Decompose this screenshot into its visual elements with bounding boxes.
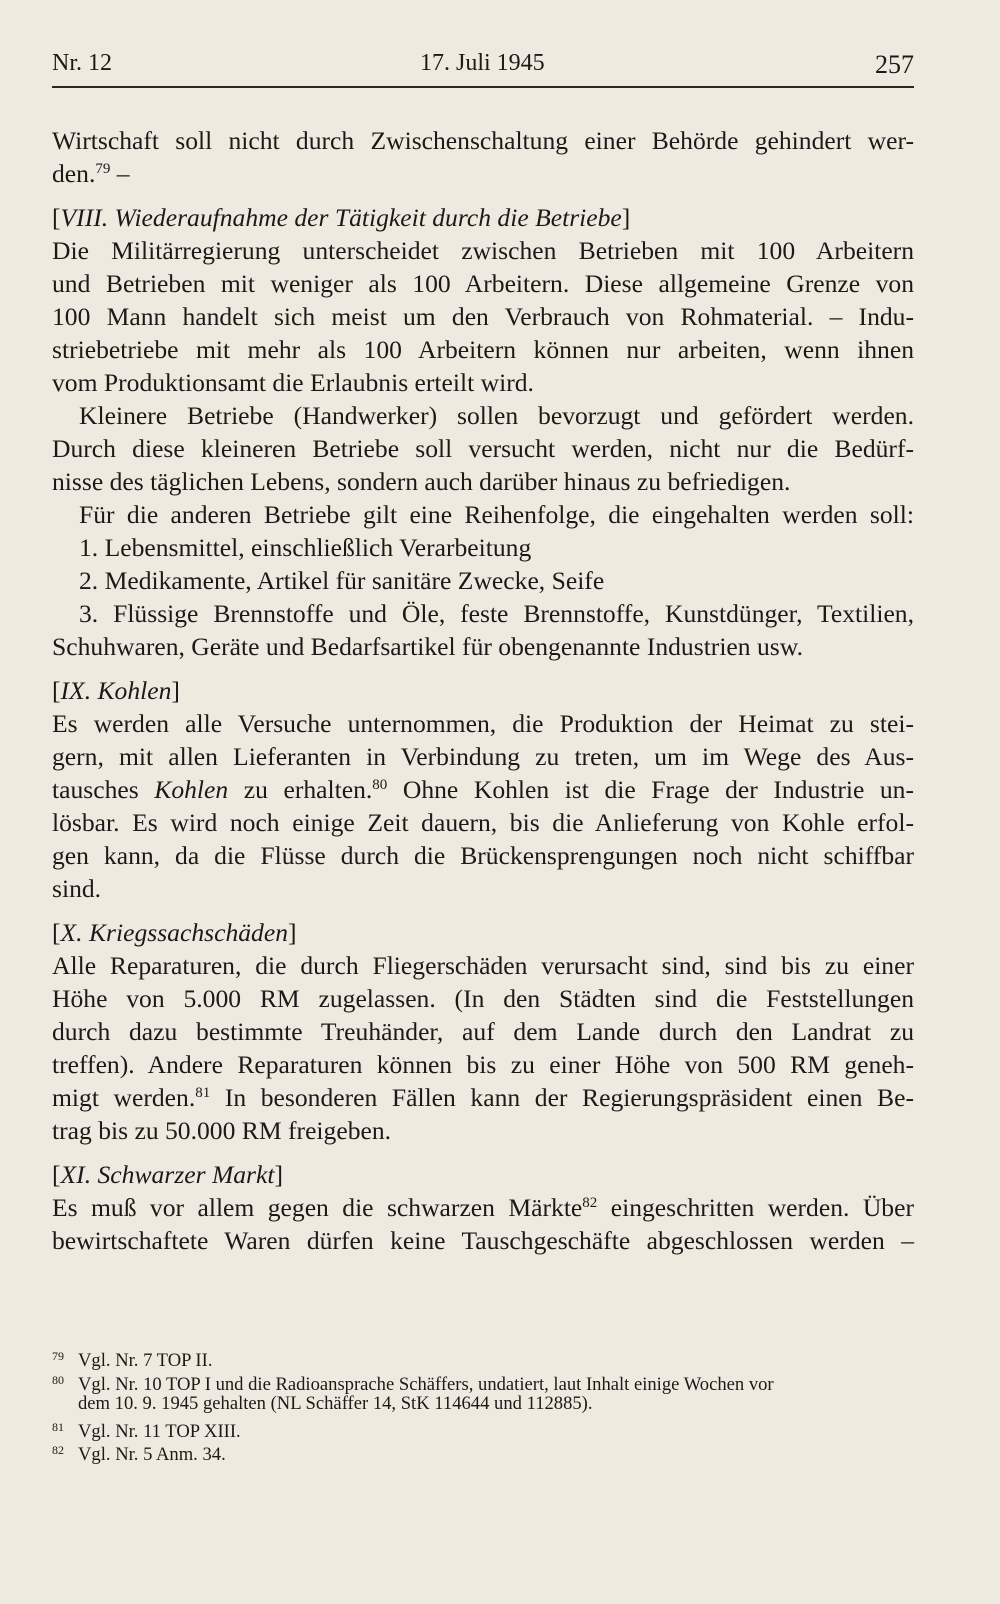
page-number: 257 <box>875 50 914 79</box>
body-line: nisse des täglichen Lebens, sondern auch darüber hinaus zu befriedigen. <box>52 467 791 496</box>
body-line: gern, mit allen Lieferanten in Verbindung zu treten, um im Wege des Aus- <box>52 742 914 771</box>
body-line: tausches Kohlen zu erhalten.$^{80}$ Ohne Kohlen ist die Frage der Industrie un- <box>52 775 914 804</box>
body-line: Durch diese kleineren Betriebe soll versucht werden, nicht nur die Bedürf- <box>52 434 914 463</box>
body-line: vom Produktionsamt die Erlaubnis erteilt wird. <box>52 368 534 397</box>
list-item-2: 2. Medikamente, Artikel für sanitäre Zwecke, Seife <box>79 566 605 595</box>
footnote-ref: 80 <box>372 777 388 793</box>
section-heading-viii: [VIII. Wiederaufnahme der Tätigkeit durch die Betriebe] <box>52 203 631 232</box>
running-head-date: 17. Juli 1945 <box>420 50 545 76</box>
body-line: lösbar. Es wird noch einige Zeit dauern, bis die Anlieferung von Kohle erfol- <box>52 808 914 837</box>
list-item-3-continued: Schuhwaren, Geräte und Bedarfsartikel für obengenannte Industrien usw. <box>52 632 803 661</box>
body-line: trag bis zu 50.000 RM freigeben. <box>52 1116 392 1145</box>
footnote-ref: 79 <box>95 161 111 177</box>
section-heading-xi: [XI. Schwarzer Markt] <box>52 1160 284 1189</box>
running-head <box>52 50 914 84</box>
footnote-82: 82 Vgl. Nr. 5 Anm. 34. <box>52 1443 226 1465</box>
header-rule <box>52 86 914 88</box>
body-line: Es werden alle Versuche unternommen, die Produktion der Heimat zu stei- <box>52 709 914 738</box>
running-head-document-number: Nr. 12 <box>52 50 112 76</box>
body-line: Kleinere Betriebe (Handwerker) sollen bevorzugt und gefördert werden. <box>79 401 914 430</box>
body-line: und Betrieben mit weniger als 100 Arbeitern. Diese allgemeine Grenze von <box>52 269 914 298</box>
body-line: Alle Reparaturen, die durch Fliegerschäden verursacht sind, sind bis zu einer <box>52 951 914 980</box>
body-line: Es muß vor allem gegen die schwarzen Märkte$^{82}$ eingeschritten werden. Über <box>52 1193 914 1222</box>
section-heading-ix: [IX. Kohlen] <box>52 676 180 705</box>
body-line: den.$^{79}$ – <box>52 159 130 188</box>
body-line: Höhe von 5.000 RM zugelassen. (In den Städten sind die Feststellungen <box>52 984 914 1013</box>
footnote-81: 81 Vgl. Nr. 11 TOP XIII. <box>52 1419 241 1442</box>
body-line: Wirtschaft soll nicht durch Zwischenschaltung einer Behörde gehindert wer- <box>52 126 914 155</box>
body-line: 100 Mann handelt sich meist um den Verbrauch von Rohmaterial. – Indu- <box>52 302 914 331</box>
body-line: Die Militärregierung unterscheidet zwischen Betrieben mit 100 Arbeitern <box>52 236 914 265</box>
list-item-1: 1. Lebensmittel, einschließlich Verarbeitung <box>79 533 532 562</box>
footnote-79: 79 Vgl. Nr. 7 TOP II. <box>52 1349 213 1371</box>
body-line: gen kann, da die Flüsse durch die Brückensprengungen noch nicht schiffbar <box>52 841 914 870</box>
footnote-80: 80 Vgl. Nr. 10 TOP I und die Radioansprache Schäffers, undatiert, laut Inhalt einige Wochen vor <box>52 1372 774 1395</box>
body-line: bewirtschaftete Waren dürfen keine Tauschgeschäfte abgeschlossen werden – <box>52 1226 914 1255</box>
body-line: sind. <box>52 874 102 903</box>
footnote-ref: 81 <box>195 1085 211 1101</box>
body-line: striebetriebe mit mehr als 100 Arbeitern können nur arbeiten, wenn ihnen <box>52 335 914 364</box>
body-line: treffen). Andere Reparaturen können bis zu einer Höhe von 500 RM geneh- <box>52 1050 914 1079</box>
footnotes <box>52 1345 914 1463</box>
body-line: migt werden.$^{81}$ In besonderen Fällen kann der Regierungspräsident einen Be- <box>52 1083 914 1112</box>
footnote-80-continued: dem 10. 9. 1945 gehalten (NL Schäffer 14, StK 114644 und 112885). <box>78 1393 593 1414</box>
section-heading-x: [X. Kriegssachschäden] <box>52 918 297 947</box>
footnote-ref: 82 <box>582 1195 598 1211</box>
body-text <box>52 124 914 1257</box>
body-line: durch dazu bestimmte Treuhänder, auf dem Lande durch den Landrat zu <box>52 1017 914 1046</box>
list-item-3: 3. Flüssige Brennstoffe und Öle, feste Brennstoffe, Kunstdünger, Textilien, <box>79 599 914 628</box>
body-line: Für die anderen Betriebe gilt eine Reihenfolge, die eingehalten werden soll: <box>79 500 914 529</box>
